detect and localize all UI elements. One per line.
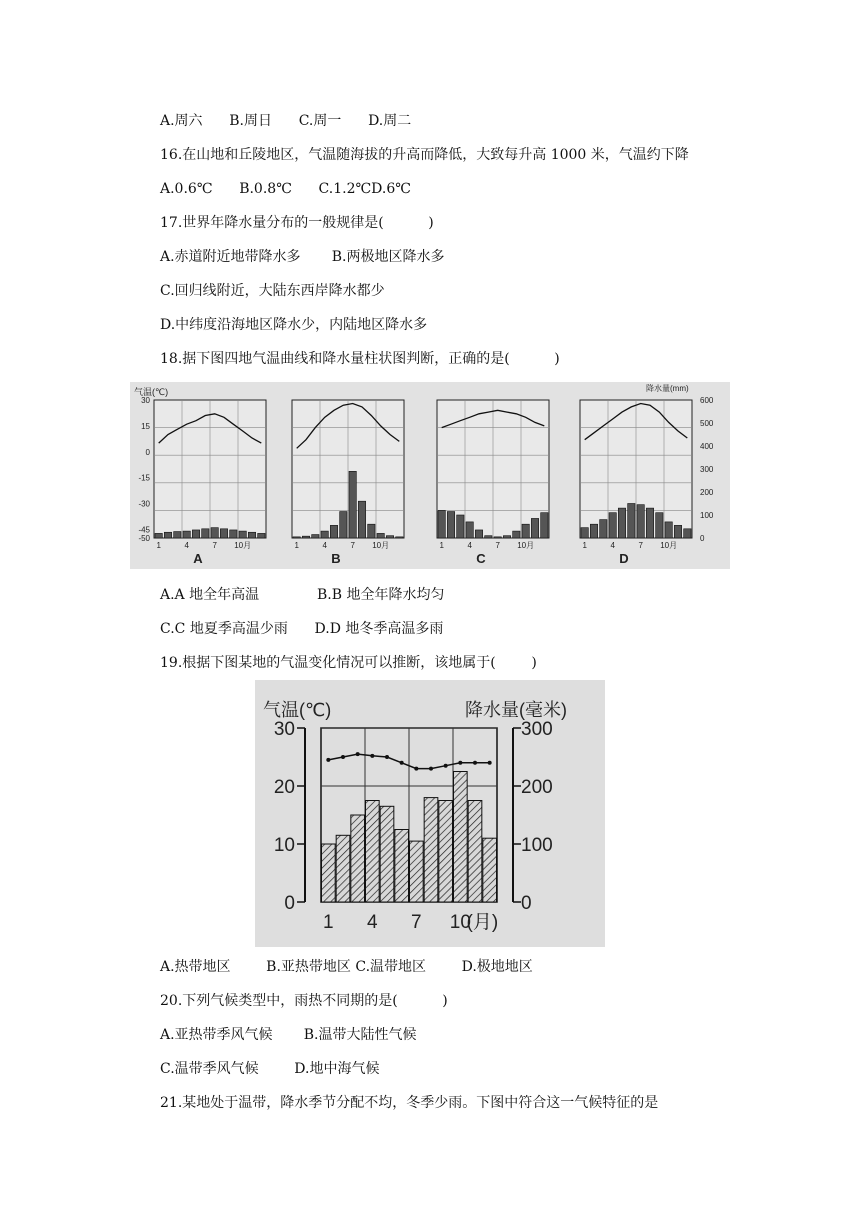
precip-bar [293, 537, 300, 538]
precip-bar [366, 801, 380, 903]
precip-bar [447, 512, 454, 538]
q21-stem: 21.某地处于温带，降水季节分配不均，冬季少雨。下图中符合这一气候特征的是 [160, 1095, 659, 1111]
q18-option-cd: C.C 地夏季高温少雨 D.D 地冬季高温多雨 [160, 621, 444, 637]
precip-bar [513, 531, 520, 538]
q18-figure [130, 382, 730, 569]
precip-bar [424, 798, 438, 902]
precip-bar [410, 841, 424, 902]
q17-option-c: C.回归线附近，大陆东西岸降水都少 [160, 283, 385, 299]
precip-bar [183, 531, 190, 538]
precip-bar [581, 528, 588, 538]
q17-stem: 17.世界年降水量分布的一般规律是( ) [160, 215, 434, 231]
month-tick-label: 10月 [234, 541, 252, 550]
precip-tick-label: 200 [700, 488, 714, 497]
precip-bar [368, 524, 375, 538]
panel-letter: A [193, 551, 203, 566]
precip-tick-label: 100 [521, 835, 553, 856]
temp-tick-label: -15 [138, 473, 150, 483]
precip-bar [380, 806, 394, 902]
temp-tick-label: 10 [273, 835, 295, 856]
precip-bar [438, 510, 445, 538]
panel-letter: C [476, 551, 486, 566]
precip-bar [684, 529, 691, 538]
month-tick-label: 7 [411, 912, 422, 933]
precip-bar [503, 536, 510, 538]
climate-panel-b [292, 400, 404, 566]
panel-letter: D [619, 551, 629, 566]
precip-bar [377, 533, 384, 538]
precip-bar [494, 537, 501, 538]
precip-tick-label: 100 [700, 511, 714, 520]
temp-tick-label: 30 [141, 396, 150, 405]
precip-tick-label: 200 [521, 777, 553, 798]
month-tick-label: 1 [582, 541, 587, 550]
month-tick-label: 10月 [372, 541, 390, 550]
temp-tick-label: 30 [273, 719, 295, 740]
temperature-point [458, 761, 462, 765]
temp-tick-label: -30 [138, 499, 150, 509]
precip-bar [665, 522, 672, 538]
month-tick-label: 7 [350, 541, 355, 550]
precip-bar [164, 532, 171, 538]
temp-tick-label: 0 [284, 893, 295, 914]
climate-panel-d [580, 400, 692, 566]
q17-option-ab: A.赤道附近地带降水多 B.两极地区降水多 [160, 249, 445, 265]
month-tick-label: 4 [184, 541, 189, 550]
temp-tick-label: 15 [141, 421, 150, 431]
temp-tick-label: 0 [145, 447, 150, 457]
temp-tick-label: 20 [273, 777, 295, 798]
temperature-point [356, 752, 360, 756]
q20-stem: 20.下列气候类型中，雨热不同期的是( ) [160, 993, 448, 1009]
precip-bar [230, 530, 237, 538]
precip-tick-label: 0 [521, 893, 532, 914]
q16-stem: 16.在山地和丘陵地区，气温随海拔的升高而降低，大致每升高 1000 米，气温约下降 [160, 147, 689, 163]
precip-tick-label: 500 [700, 419, 714, 428]
precip-bar [485, 536, 492, 538]
precip-bar [522, 524, 529, 538]
precip-bar [192, 530, 199, 538]
temperature-point [385, 755, 389, 759]
month-tick-label: 4 [367, 912, 378, 933]
precip-bar [351, 815, 365, 902]
precip-bar [475, 530, 482, 538]
temperature-point [488, 761, 492, 765]
month-tick-label: 4 [610, 541, 615, 550]
climate-panel-c [437, 400, 549, 566]
precip-bar [454, 772, 468, 903]
precip-bar [239, 531, 246, 538]
q19-options: A.热带地区 B.亚热带地区 C.温带地区 D.极地地区 [160, 959, 533, 975]
month-tick-label: 7 [212, 541, 217, 550]
precip-bar [439, 801, 453, 903]
precip-bar [457, 515, 464, 538]
precip-bar [336, 835, 350, 902]
q19-climate-chart [255, 680, 605, 947]
precip-bar [674, 525, 681, 538]
q18-option-ab: A.A 地全年高温 B.B 地全年降水均匀 [160, 587, 445, 603]
month-tick-label: 4 [322, 541, 327, 550]
temp-tick-label: -50 [138, 534, 150, 543]
precip-tick-label: 300 [521, 719, 553, 740]
temp-axis-label: 气温(℃) [263, 700, 332, 720]
precip-bar [248, 532, 255, 538]
temperature-point [370, 754, 374, 758]
q18-climate-charts [130, 382, 730, 569]
temperature-point [414, 767, 418, 771]
month-tick-label: (月) [466, 912, 499, 933]
month-tick-label: 1 [156, 541, 161, 550]
precip-bar [396, 537, 403, 538]
q19-stem: 19.根据下图某地的气温变化情况可以推断，该地属于( ) [160, 655, 537, 671]
precip-bar [202, 529, 209, 538]
precip-bar [483, 838, 497, 902]
precip-bar [466, 522, 473, 538]
precip-bar [386, 536, 393, 538]
panel-letter: B [331, 551, 341, 566]
precip-bar [321, 531, 328, 538]
precip-bar [358, 501, 365, 538]
precip-bar [646, 508, 653, 538]
month-tick-label: 1 [294, 541, 299, 550]
q17-option-d: D.中纬度沿海地区降水少，内陆地区降水多 [160, 317, 428, 333]
precip-bar [302, 536, 309, 538]
month-tick-label: 1 [323, 912, 334, 933]
precip-bar [322, 844, 336, 902]
precip-bar [220, 529, 227, 538]
precip-axis-label: 降水量(毫米) [465, 700, 567, 720]
precip-bar [609, 513, 616, 538]
temperature-point [326, 758, 330, 762]
climate-panel-a [154, 400, 266, 566]
q18-stem: 18.据下图四地气温曲线和降水量柱状图判断，正确的是( ) [160, 351, 560, 367]
temp-axis-label: 气温(℃) [134, 387, 169, 397]
precip-bar [211, 528, 218, 538]
temperature-point [341, 755, 345, 759]
precip-tick-label: 600 [700, 396, 714, 405]
precip-bar [395, 830, 409, 903]
precip-bar [330, 525, 337, 538]
month-tick-label: 10 [449, 912, 471, 933]
precip-bar [618, 508, 625, 538]
temperature-point [400, 761, 404, 765]
q15-options: A.周六 B.周日 C.周一 D.周二 [160, 113, 412, 129]
q16-options: A.0.6℃ B.0.8℃ C.1.2℃D.6℃ [160, 181, 411, 197]
precip-bar [155, 533, 162, 538]
precip-bar [531, 518, 538, 538]
precip-bar [340, 512, 347, 538]
precip-bar [600, 520, 607, 538]
precip-bar [349, 471, 356, 538]
month-tick-label: 4 [467, 541, 472, 550]
precip-bar [637, 505, 644, 538]
q20-option-cd: C.温带季风气候 D.地中海气候 [160, 1061, 380, 1077]
temp-tick-label: -45 [138, 525, 150, 535]
month-tick-label: 10月 [517, 541, 535, 550]
temperature-point [444, 764, 448, 768]
month-tick-label: 7 [495, 541, 500, 550]
month-tick-label: 1 [439, 541, 444, 550]
precip-bar [174, 532, 181, 538]
precip-tick-label: 400 [700, 442, 714, 451]
precip-bar [541, 513, 548, 538]
month-tick-label: 7 [638, 541, 643, 550]
precip-axis-label: 降水量(mm) [646, 384, 689, 393]
precip-bar [312, 535, 319, 538]
precip-bar [590, 524, 597, 538]
temperature-point [429, 767, 433, 771]
precip-bar [656, 513, 663, 538]
temperature-point [473, 761, 477, 765]
month-tick-label: 10月 [660, 541, 678, 550]
precip-bar [258, 533, 265, 538]
precip-tick-label: 0 [700, 534, 705, 543]
precip-bar [628, 504, 635, 539]
q20-option-ab: A.亚热带季风气候 B.温带大陆性气候 [160, 1027, 417, 1043]
precip-tick-label: 300 [700, 465, 714, 474]
q19-figure [255, 680, 605, 947]
precip-bar [468, 801, 482, 903]
